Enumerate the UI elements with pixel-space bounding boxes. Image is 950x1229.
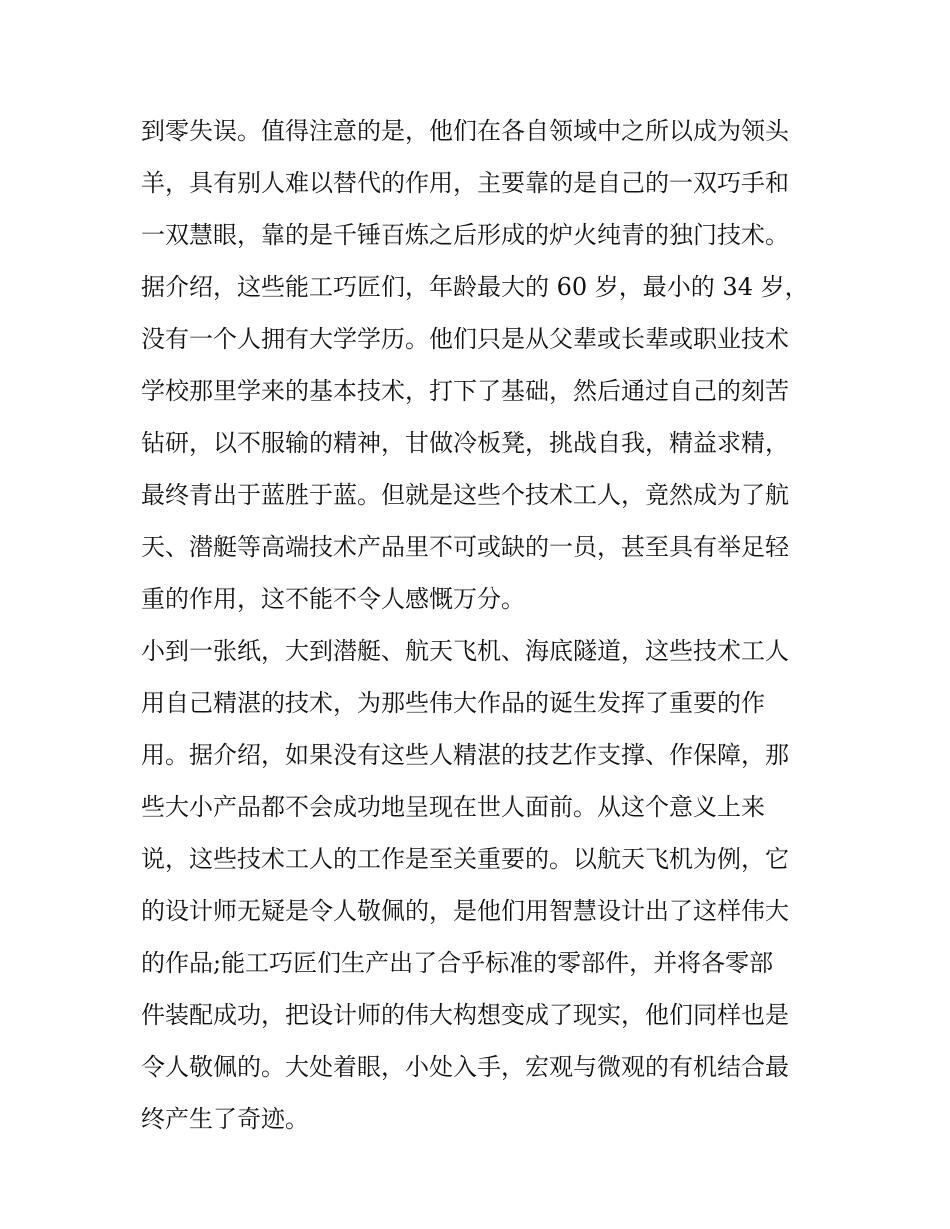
text-line: 到零失误。值得注意的是，他们在各自领域中之所以成为领头 [141,117,789,145]
text-line: 用自己精湛的技术，为那些伟大作品的诞生发挥了重要的作 [141,689,765,717]
text-line: 终产生了奇迹。 [141,1105,309,1133]
text-line: 没有一个人拥有大学学历。他们只是从父辈或长辈或职业技术 [141,325,789,353]
text-line: 羊，具有别人难以替代的作用，主要靠的是自己的一双巧手和 [141,169,789,197]
text-line: 说，这些技术工人的工作是至关重要的。以航天飞机为例，它 [141,845,789,873]
text-line: 小到一张纸，大到潜艇、航天飞机、海底隧道，这些技术工人 [141,637,789,665]
text-line: 令人敬佩的。大处着眼，小处入手，宏观与微观的有机结合最 [141,1053,789,1081]
text-line: 的设计师无疑是令人敬佩的，是他们用智慧设计出了这样伟大 [141,897,789,925]
text-line: 一双慧眼，靠的是千锤百炼之后形成的炉火纯青的独门技术。 [141,221,789,249]
document-body [141,105,821,1145]
text-line: 用。据介绍，如果没有这些人精湛的技艺作支撑、作保障，那 [141,741,789,769]
text-line: 最终青出于蓝胜于蓝。但就是这些个技术工人，竟然成为了航 [141,481,789,509]
text-line: 重的作用，这不能不令人感慨万分。 [141,585,525,613]
text-line: 件装配成功，把设计师的伟大构想变成了现实，他们同样也是 [141,1001,789,1029]
text-line: 据介绍，这些能工巧匠们，年龄最大的 60 岁，最小的 34 岁， [141,273,809,301]
text-line: 些大小产品都不会成功地呈现在世人面前。从这个意义上来 [141,793,765,821]
text-line: 学校那里学来的基本技术，打下了基础，然后通过自己的刻苦 [141,377,789,405]
text-line: 天、潜艇等高端技术产品里不可或缺的一员，甚至具有举足轻 [141,533,789,561]
text-line: 的作品;能工巧匠们生产出了合乎标准的零部件，并将各零部 [141,949,774,977]
text-line: 钻研，以不服输的精神，甘做冷板凳，挑战自我，精益求精， [141,429,789,457]
